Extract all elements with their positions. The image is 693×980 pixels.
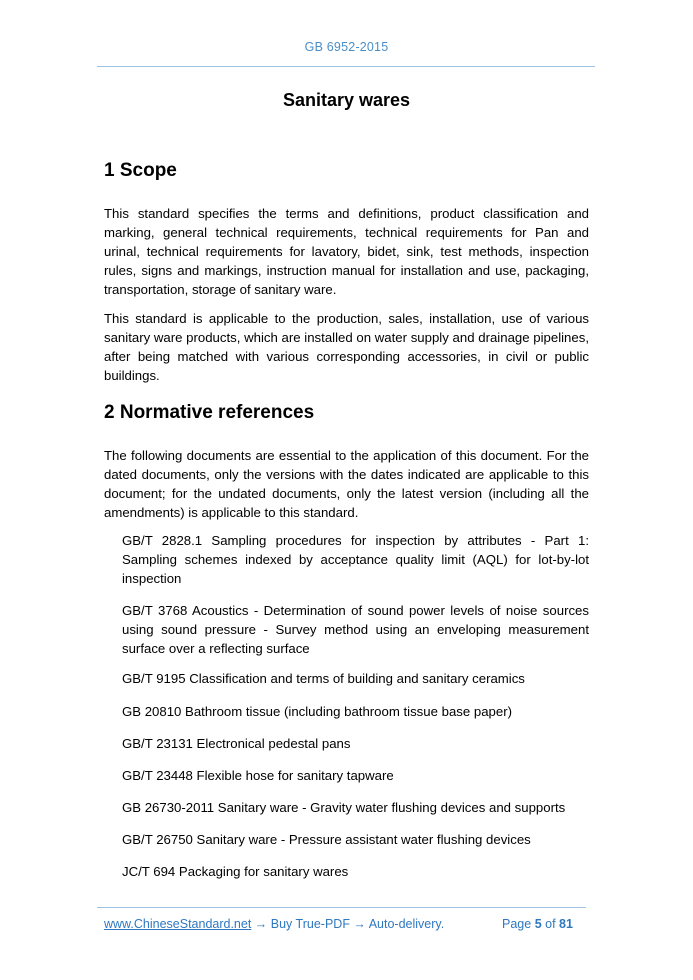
page-indicator: [502, 917, 573, 931]
reference-item: GB/T 23131 Electronical pedestal pans: [122, 736, 351, 751]
section-heading-scope: 1 Scope: [104, 160, 177, 181]
reference-item: GB 26730-2011 Sanitary ware - Gravity water flushing devices and supports: [122, 800, 566, 815]
reference-item: GB 20810 Bathroom tissue (including bathroom tissue base paper): [122, 704, 512, 719]
reference-item: GB/T 3768 Acoustics - Determination of sound power levels of noise sources using sound pressure - Survey method using an enveloping measurement surface over a reflecting surface: [122, 603, 589, 656]
site-link[interactable]: www.ChineseStandard.net: [104, 917, 252, 931]
footer-divider: [97, 907, 586, 908]
reference-item: GB/T 23448 Flexible hose for sanitary tapware: [122, 768, 394, 783]
reference-item: GB/T 2828.1 Sampling procedures for inspection by attributes - Part 1: Sampling schemes indexed by acceptance quality limit (AQL) for lot-by-lot inspection: [122, 533, 589, 586]
header-standard-code: GB 6952-2015: [304, 40, 389, 54]
header-divider: [97, 66, 595, 67]
page-total: 81: [559, 917, 573, 931]
scope-paragraph-1: This standard specifies the terms and definitions, product classification and marking, general technical requirements, technical requirements for Pan and urinal, technical requirements for lavatory, bidet, sink, test methods, inspection rules, signs and markings, instruction manual for installation and use, packaging, transportation, storage of sanitary ware.: [104, 206, 589, 297]
section-heading-normative-references: 2 Normative references: [104, 402, 315, 423]
reference-item: GB/T 9195 Classification and terms of building and sanitary ceramics: [122, 671, 525, 686]
promo-text: → Buy True-PDF → Auto-delivery.: [254, 917, 445, 931]
page-of: of: [545, 917, 556, 931]
normative-intro-paragraph: The following documents are essential to the application of this document. For the dated documents, only the versions with the dates indicated are applicable to this document; for the undated documents, only the latest version (including all the amendments) is applicable to this standard.: [104, 448, 589, 520]
scope-paragraph-2: This standard is applicable to the production, sales, installation, use of various sanitary ware products, which are installed on water supply and drainage pipelines, after being matched with various corresponding accessories, in civil or public buildings.: [104, 311, 589, 383]
footer-promo: [104, 917, 444, 931]
page-label: Page: [502, 917, 532, 931]
document-title: Sanitary wares: [282, 90, 411, 110]
reference-item: JC/T 694 Packaging for sanitary wares: [122, 864, 349, 879]
reference-item: GB/T 26750 Sanitary ware - Pressure assistant water flushing devices: [122, 832, 531, 847]
page-current: 5: [534, 917, 542, 931]
